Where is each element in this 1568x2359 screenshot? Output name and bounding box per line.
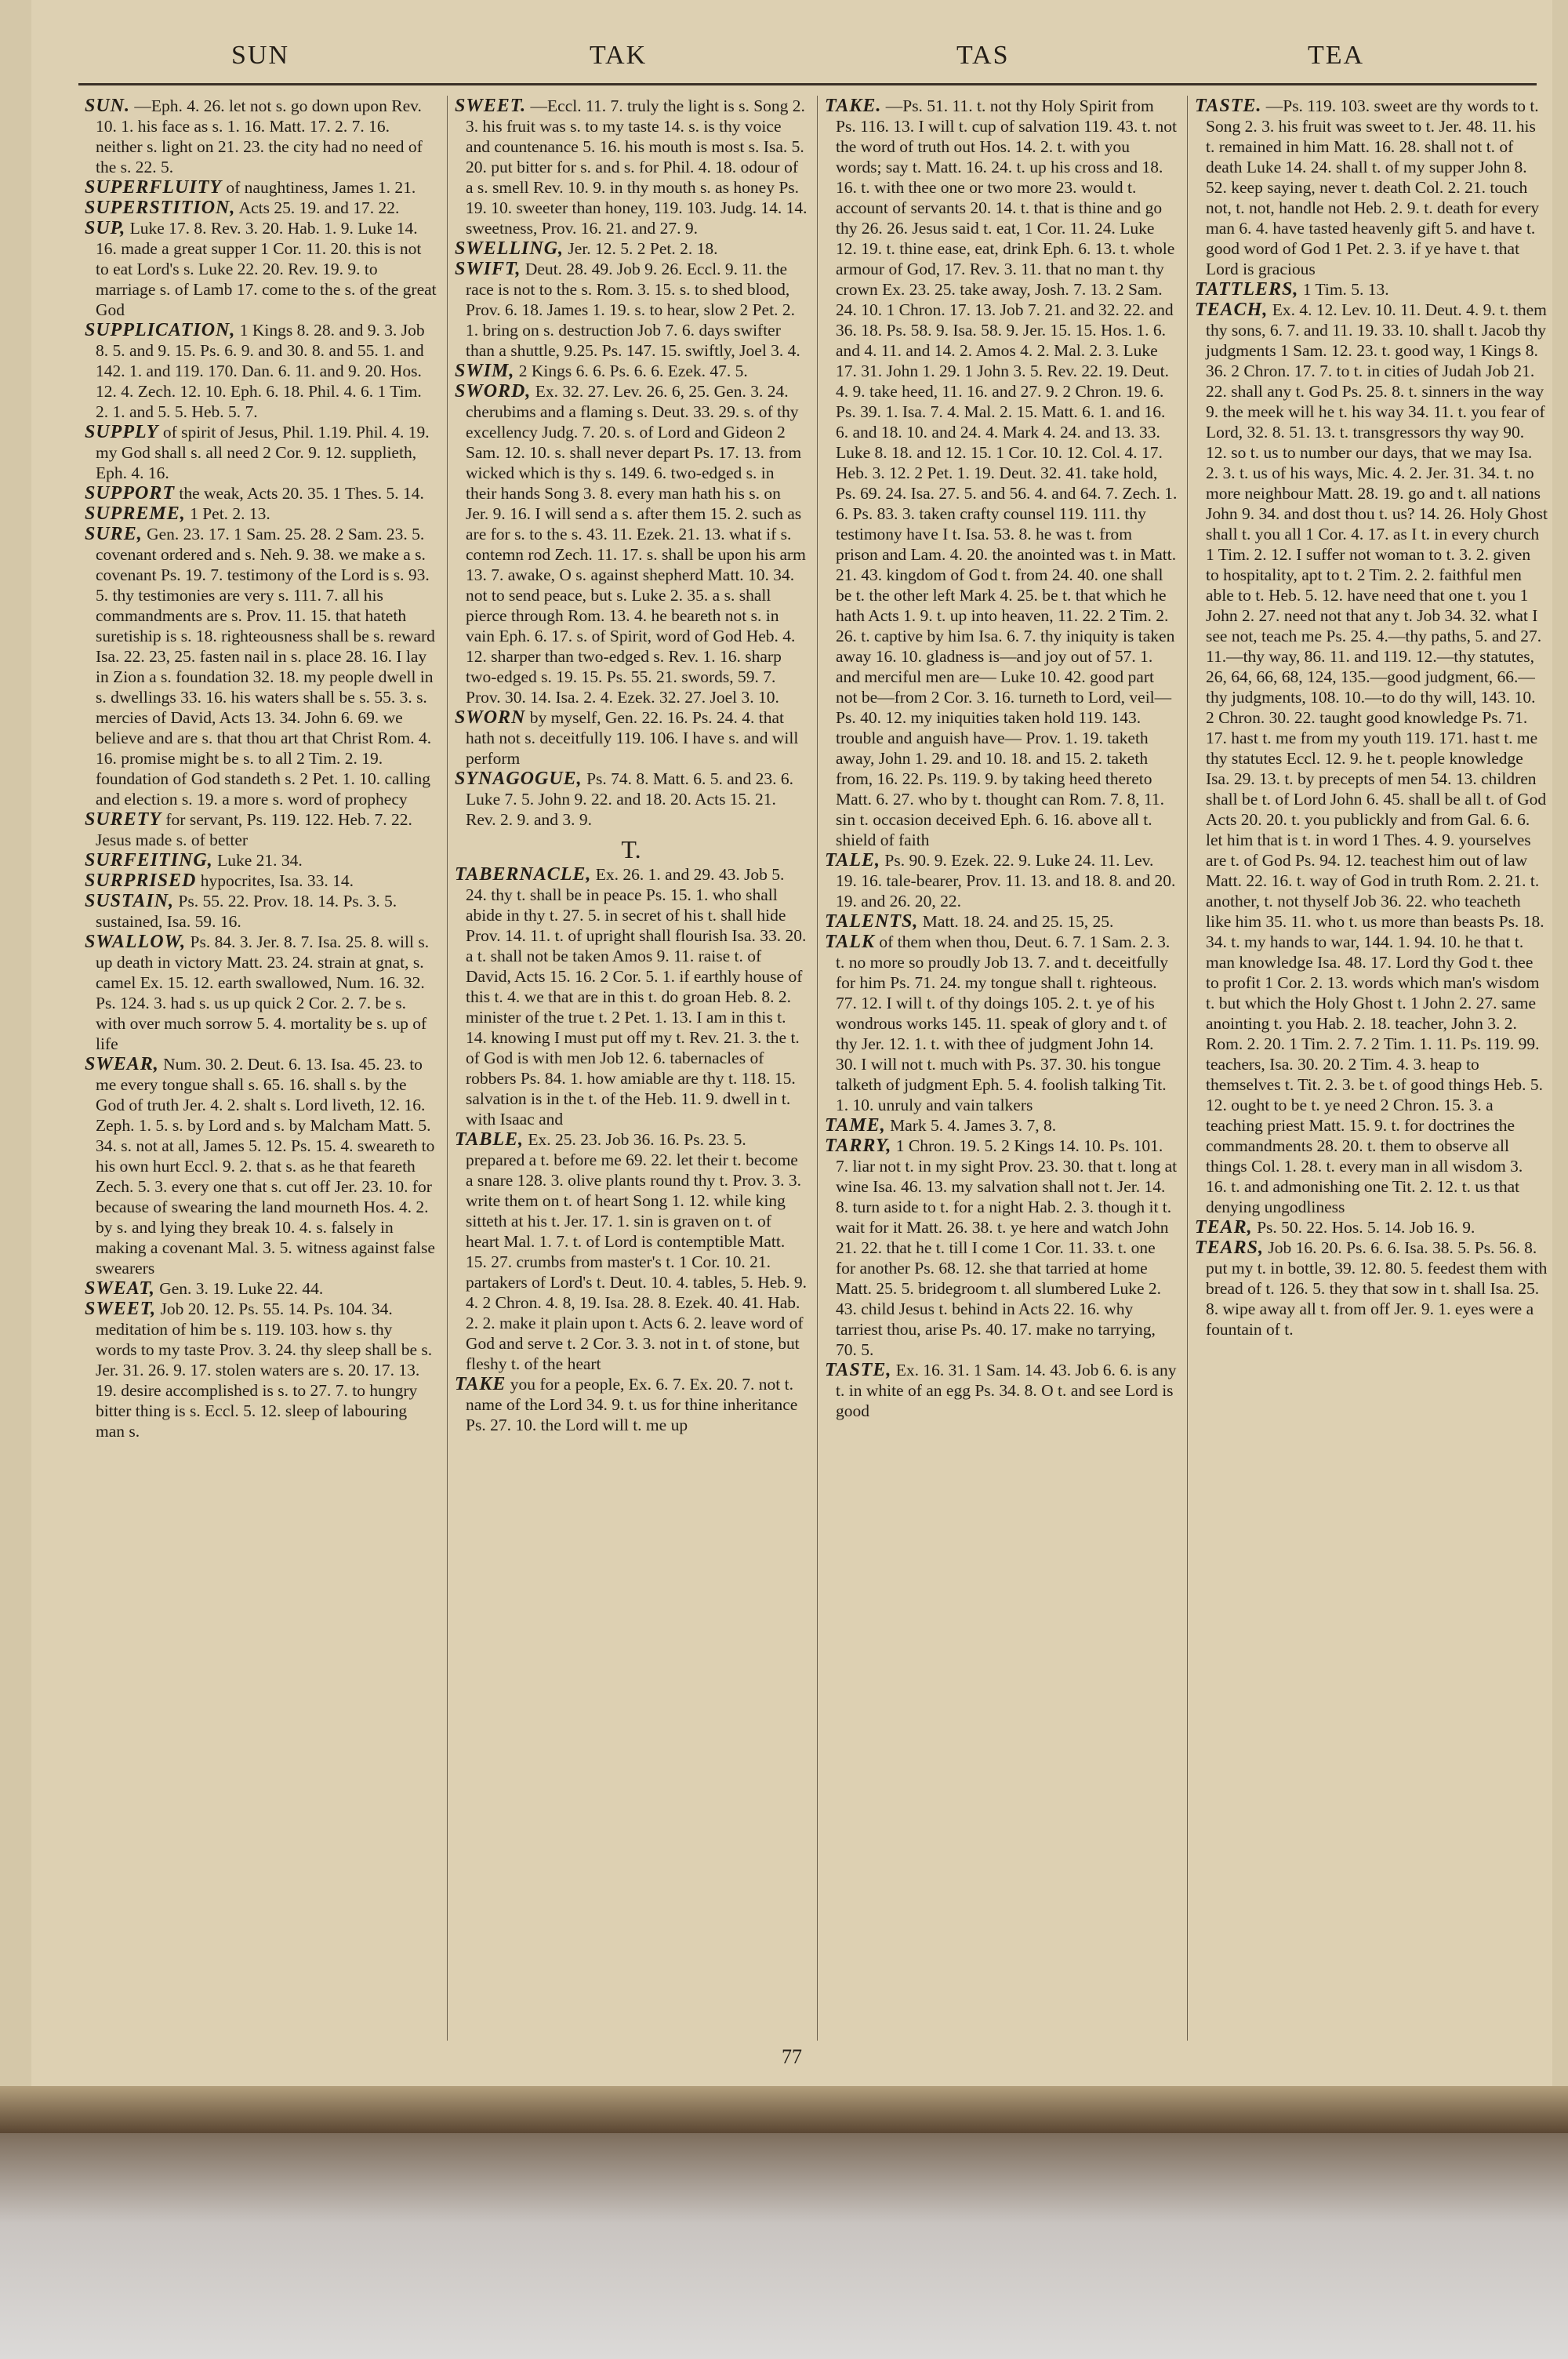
- header-rule: [78, 83, 1537, 85]
- concordance-entry: [85, 1054, 437, 1278]
- entry-references: Jer. 12. 5. 2 Pet. 2. 18.: [564, 239, 718, 258]
- concordance-entry: [455, 361, 808, 381]
- entry-references: —Ps. 51. 11. t. not thy Holy Spirit from Ps. 116. 13. I will t. cup of salvation 119. 43. t. not the word of truth out Hos. 14. 2. t. with you words; say t. Matt. 16. 24. t. up his cross and 18. 16. t. with thee one or two more 23. would t. account of servants 20. 14. t. that is thine and go thy 26. 26. Jesus said t. eat, 1 Cor. 11. 24. Luke 12. 19. t. thine ease, eat, drink Eph. 6. 13. t. whole armour of God, 17. Rev. 3. 11. that no man t. thy crown Ex. 23. 25. take away, Josh. 7. 13. 2 Sam. 24. 10. 1 Chron. 17. 13. Job 7. 21. and 32. 22. and 36. 18. Ps. 58. 9. Isa. 58. 9. Jer. 15. 15. Hos. 1. 6. and 4. 11. and 14. 2. Amos 4. 2. Mal. 2. 3. Luke 17. 31. John 1. 29. 1 John 3. 5. Rev. 22. 19. Deut. 4. 9. take heed, 11. 16. and 27. 9. 2 Chron. 19. 6. Ps. 39. 1. Isa. 7. 4. Mal. 2. 15. Matt. 6. 1. and 16. 6. and 18. 10. and 24. 4. Mark 4. 24. and 13. 33. Luke 8. 18. and 12. 15. 1 Cor. 10. 12. Col. 4. 17. Heb. 3. 12. 2 Pet. 1. 19. Deut. 32. 41. take hold, Ps. 69. 24. Isa. 27. 5. and 56. 4. and 64. 7. Zech. 1. 6. Ps. 83. 3. taken crafty counsel 119. 111. thy testimony have I t. Isa. 53. 8. he was t. from prison and Lam. 4. 20. the anointed was t. in Matt. 21. 43. kingdom of God t. from 24. 40. one shall be t. the other left Mark 4. 25. be t. that which he hath Acts 1. 9. t. up into heaven, 11. 22. 2 Tim. 2. 26. t. captive by him Isa. 6. 7. thy iniquity is taken away 16. 10. gladness is—and joy out of 57. 1. and merciful men are— Luke 10. 42. good part not be—from 2 Cor. 3. 16. turneth to Lord, veil— Ps. 40. 12. my iniquities taken hold 119. 143. trouble and anguish have— Prov. 1. 19. taketh away, John 1. 29. and 10. 18. and 15. 2. taketh from, 16. 22. Ps. 119. 9. by taking heed thereto Matt. 6. 27. who by t. thought can Rom. 7. 8, 11. sin t. occasion deceived Eph. 6. 16. above all t. shield of faith: [836, 96, 1178, 849]
- concordance-entry: [825, 1115, 1178, 1136]
- entry-references: Luke 21. 34.: [212, 851, 303, 870]
- headword: SURE,: [85, 524, 143, 544]
- running-head-tas: TAS: [956, 41, 1010, 70]
- entry-references: Gen. 23. 17. 1 Sam. 25. 28. 2 Sam. 23. 5. covenant ordered and s. Neh. 9. 38. we make a s. covenant Ps. 19. 7. testimony of the Lord is s. 93. 5. thy testimonies are very s. 111. 7. all his commandments are s. Prov. 11. 15. that hateth suretiship is s. 18. righteousness shall be s. reward Isa. 22. 23, 25. fasten nail in s. place 28. 16. I lay in Zion a s. foundation 32. 18. my people dwell in s. dwellings 33. 16. his waters shall be s. 55. 3. s. mercies of David, Acts 13. 34. John 6. 69. we believe and are s. that thou art that Christ Rom. 4. 16. promise might be s. to all 2 Tim. 2. 19. foundation of God standeth s. 2 Pet. 1. 10. calling and election s. 19. a more s. word of prophecy: [96, 525, 435, 809]
- headword: SWEAT,: [85, 1278, 155, 1299]
- entry-references: Ps. 90. 9. Ezek. 22. 9. Luke 24. 11. Lev. 19. 16. tale-bearer, Prov. 11. 13. and 18. 8. and 20. 19. and 26. 20, 22.: [836, 851, 1176, 911]
- concordance-entry: [85, 1299, 437, 1441]
- concordance-entry: [455, 769, 808, 830]
- entry-references: Ps. 50. 22. Hos. 5. 14. Job 16. 9.: [1252, 1218, 1475, 1237]
- entry-references: Deut. 28. 49. Job 9. 26. Eccl. 9. 11. the race is not to the s. Rom. 3. 15. s. to shed blood, Prov. 6. 18. James 1. 19. s. to hear, slow 2 Pet. 2. 1. bring on s. destruction Job 7. 6. days swifter than a shuttle, 9.25. Ps. 147. 15. swiftly, Joel 3. 4.: [466, 260, 800, 360]
- entry-references: 1 Tim. 5. 13.: [1298, 280, 1389, 299]
- headword: SYNAGOGUE,: [455, 769, 583, 789]
- concordance-entry: [825, 96, 1178, 850]
- headword: TALE,: [825, 850, 881, 871]
- entry-references: —Ps. 119. 103. sweet are thy words to t. Song 2. 3. his fruit was sweet to t. Jer. 48. 11. his t. remained in him Matt. 16. 28. shall not t. of death Luke 14. 24. shall t. of my supper John 8. 52. keep saying, never t. death Col. 2. 21. touch not, t. not, handle not Heb. 2. 9. t. death for every man 6. 4. have tasted heavenly gift 5. and have t. good word of God 1 Pet. 2. 3. if ye have t. that Lord is gracious: [1206, 96, 1540, 278]
- entry-references: Ex. 16. 31. 1 Sam. 14. 43. Job 6. 6. is any t. in white of an egg Ps. 34. 8. O t. and see Lord is good: [836, 1361, 1177, 1420]
- entry-references: Job 20. 12. Ps. 55. 14. Ps. 104. 34. meditation of him be s. 119. 103. how s. thy words to my taste Prov. 3. 24. thy sleep shall be s. Jer. 31. 26. 9. 17. stolen waters are s. 20. 17. 13. 19. desire accomplished is s. to 27. 7. to hungry bitter thing is s. Eccl. 5. 12. sleep of labouring man s.: [96, 1299, 433, 1441]
- entry-references: Num. 30. 2. Deut. 6. 13. Isa. 45. 23. to me every tongue shall s. 65. 16. shall s. by the God of truth Jer. 4. 2. shalt s. Lord liveth, 12. 16. Zeph. 1. 5. s. by Lord and s. by Malcham Matt. 5. 34. s. not at all, James 5. 12. Ps. 15. 4. sweareth to his own hurt Eccl. 9. 2. that s. as he that feareth Zech. 5. 3. every one that s. cut off Jer. 23. 10. for because of swearing the land mourneth Hos. 4. 2. by s. and lying they break 10. 4. s. falsely in making a covenant Mal. 3. 5. witness against false swearers: [96, 1055, 435, 1278]
- section-letter: T.: [621, 835, 641, 863]
- entry-references: of naughtiness, James 1. 21.: [222, 178, 416, 197]
- concordance-entry: [455, 864, 808, 1129]
- entry-references: Ps. 74. 8. Matt. 6. 5. and 23. 6. Luke 7. 5. John 9. 22. and 18. 20. Acts 15. 21. Rev. 2. 9. and 3. 9.: [466, 769, 794, 829]
- entry-references: Ex. 4. 12. Lev. 10. 11. Deut. 4. 9. t. them thy sons, 6. 7. and 11. 19. 33. 10. shall t. Jacob thy judgments 1 Sam. 12. 23. t. good way, 1 Kings 8. 36. 2 Chron. 17. 7. to t. in cities of Judah Job 21. 22. shall any t. God Ps. 25. 8. t. sinners in the way 9. the meek will he t. his way 34. 11. t. you fear of Lord, 32. 8. 51. 13. t. transgressors thy way 90. 12. so t. us to number our days, that we may Isa. 2. 3. t. us of his ways, Mic. 4. 2. Jer. 31. 34. t. no more neighbour Matt. 28. 19. go and t. all nations John 9. 34. and dost thou t. us? 14. 26. Holy Ghost shall t. you all 1 Cor. 4. 17. as I t. in every church 1 Tim. 2. 12. I suffer not woman to t. 3. 2. given to hospitality, apt to t. 2 Tim. 2. 2. faithful men able to t. Heb. 5. 12. have need that one t. you 1 John 2. 27. need not that any t. Job 34. 32. what I see not, teach me Ps. 25. 4.—thy paths, 5. and 27. 11.—thy way, 86. 11. and 119. 12.—thy statutes, 26, 64, 66, 68, 124, 135.—good judgment, 66.—thy judgments, 108. 10.—to do thy will, 143. 10. 2 Chron. 30. 22. taught good knowledge Ps. 71. 17. hast t. me from my youth 119. 171. hast t. me thy statutes Eccl. 12. 9. he t. people knowledge Isa. 29. 13. t. by precepts of men 54. 13. children shall be t. of Lord John 6. 45. shall be all t. of God Acts 20. 20. t. you publickly and from Gal. 6. 6. let him that is t. in word 1 Thes. 4. 9. yourselves are t. of God Ps. 94. 12. teachest him out of law Matt. 22. 16. t. way of God in truth Rom. 2. 21. t. another, t. not thyself Job 36. 22. who teacheth like him 35. 11. who t. us more than beasts Ps. 18. 34. t. my hands to war, 144. 1. 94. 10. he that t. man knowledge Isa. 48. 17. Lord thy God t. thee to profit 1 Cor. 2. 13. words which man's wisdom t. but which the Holy Ghost t. 1 John 2. 27. same anointing t. you Hab. 2. 18. teacher, John 3. 2. Rom. 2. 20. 1 Tim. 2. 7. 2 Tim. 1. 11. Ps. 119. 99. teachers, Isa. 30. 20. 2 Tim. 4. 3. heap to themselves t. Tit. 2. 3. be t. of good things Heb. 5. 12. ought to be t. ye need 2 Chron. 15. 3. a teaching priest Matt. 15. 9. t. for doctrines the commandments 28. 20. t. them to observe all things Col. 1. 28. t. every man in all wisdom 3. 16. t. and admonishing one Tit. 2. 12. t. us that denying ungodliness: [1206, 300, 1548, 1216]
- headword: SUPERSTITION,: [85, 198, 236, 218]
- headword: SURETY: [85, 809, 162, 830]
- concordance-entry: [1195, 1238, 1548, 1339]
- headword: TABERNACLE,: [455, 864, 592, 885]
- headword: TALK: [825, 932, 876, 952]
- concordance-entry: [455, 1129, 808, 1374]
- concordance-entry: [85, 932, 437, 1054]
- dictionary-page: [31, 0, 1552, 2086]
- headword: SWELLING,: [455, 238, 564, 259]
- headword: SWORN: [455, 707, 526, 728]
- concordance-entry: [85, 503, 437, 524]
- headword: TEARS,: [1195, 1238, 1265, 1258]
- concordance-entry: [85, 850, 437, 871]
- headword: TAME,: [825, 1115, 886, 1136]
- entry-references: hypocrites, Isa. 33. 14.: [196, 871, 354, 890]
- page-number: 77: [782, 2045, 802, 2068]
- concordance-entry: [85, 1278, 437, 1299]
- entry-references: Ex. 26. 1. and 29. 43. Job 5. 24. thy t. shall be in peace Ps. 15. 1. who shall abide in thy t. 27. 5. in secret of his t. shall hide Prov. 14. 11. t. of upright shall flourish Isa. 33. 20. a t. shall not be taken Amos 9. 11. raise t. of David, Acts 15. 16. 2 Cor. 5. 1. if earthly house of this t. 4. we that are in this t. do groan Heb. 8. 2. minister of the true t. 2 Pet. 1. 13. I am in this t. 14. knowing I must put off my t. Rev. 21. 3. the t. of God is with men Job 12. 6. tabernacles of robbers Ps. 84. 1. how amiable are thy t. 118. 15. salvation is in the t. of the Heb. 11. 9. dwell in t. with Isaac and: [466, 865, 807, 1129]
- entry-references: Ps. 55. 22. Prov. 18. 14. Ps. 3. 5. sustained, Isa. 59. 16.: [96, 892, 397, 931]
- entry-references: 1 Pet. 2. 13.: [185, 504, 270, 523]
- concordance-entry: [1195, 96, 1548, 279]
- concordance-columns: [85, 96, 1548, 2041]
- column-4: [1195, 96, 1548, 2041]
- concordance-entry: [1195, 300, 1548, 1217]
- entry-references: —Eph. 4. 26. let not s. go down upon Rev. 10. 1. his face as s. 1. 16. Matt. 17. 2. 7. 16. neither s. light on 21. 23. the city had no need of the s. 22. 5.: [96, 96, 423, 176]
- concordance-entry: [1195, 1217, 1548, 1238]
- entry-references: by myself, Gen. 22. 16. Ps. 24. 4. that hath not s. deceitfully 119. 106. I have s. and will perform: [466, 708, 799, 768]
- headword: SUPERFLUITY: [85, 177, 223, 198]
- headword: SUP,: [85, 218, 126, 238]
- column-1: [85, 96, 437, 2041]
- headword: SURFEITING,: [85, 850, 213, 871]
- concordance-entry: [455, 238, 808, 259]
- headword: TEAR,: [1195, 1217, 1253, 1238]
- entry-references: Acts 25. 19. and 17. 22.: [235, 198, 400, 217]
- headword: TABLE,: [455, 1129, 524, 1150]
- headword: SWALLOW,: [85, 932, 187, 952]
- concordance-entry: [825, 911, 1178, 932]
- column-divider: [447, 96, 448, 2041]
- headword: SURPRISED: [85, 871, 197, 891]
- entry-references: for servant, Ps. 119. 122. Heb. 7. 22. Jesus made s. of better: [96, 810, 412, 849]
- concordance-entry: [85, 809, 437, 850]
- headword: SWEET.: [455, 96, 527, 116]
- running-head-tak: TAK: [590, 41, 648, 70]
- entry-references: Luke 17. 8. Rev. 3. 20. Hab. 1. 9. Luke 14. 16. made a great supper 1 Cor. 11. 20. this is not to eat Lord's s. Luke 22. 20. Rev. 19. 9. to marriage s. of Lamb 17. come to the s. of the great God: [96, 219, 437, 319]
- headword: SWIFT,: [455, 259, 521, 279]
- concordance-entry: [85, 218, 437, 320]
- concordance-entry: [85, 422, 437, 483]
- headword: SWORD,: [455, 381, 532, 402]
- headword: TEACH,: [1195, 300, 1269, 320]
- column-divider: [1187, 96, 1188, 2041]
- concordance-entry: [825, 850, 1178, 911]
- concordance-entry: [825, 932, 1178, 1115]
- entry-references: Ps. 84. 3. Jer. 8. 7. Isa. 25. 8. will s. up death in victory Matt. 23. 24. strain at gnat, s. camel Ex. 15. 12. earth swallowed, Num. 16. 32. Ps. 124. 3. had s. us up quick 2 Cor. 2. 7. be s. with over much sorrow 5. 4. mortality be s. up of life: [96, 932, 430, 1053]
- entry-references: 1 Chron. 19. 5. 2 Kings 14. 10. Ps. 101. 7. liar not t. in my sight Prov. 23. 30. that t. long at wine Isa. 46. 13. my salvation shall not t. Jer. 14. 8. turn aside to t. for a night Hab. 2. 3. though it t. wait for it Matt. 26. 38. t. ye here and watch John 21. 22. that he t. till I come 1 Cor. 11. 33. t. one for another Ps. 68. 12. she that tarried at home Matt. 25. 5. bridegroom t. all slumbered Luke 2. 43. child Jesus t. behind in Acts 22. 16. why tarriest thou, arise Ps. 40. 17. make no tarrying, 70. 5.: [836, 1136, 1178, 1359]
- concordance-entry: [85, 483, 437, 503]
- concordance-entry: [455, 707, 808, 769]
- running-head-tea: TEA: [1308, 41, 1365, 70]
- headword: SUPPLICATION,: [85, 320, 236, 340]
- concordance-entry: [85, 871, 437, 891]
- headword: SUN.: [85, 96, 131, 116]
- headword: TASTE.: [1195, 96, 1262, 116]
- entry-references: you for a people, Ex. 6. 7. Ex. 20. 7. not t. name of the Lord 34. 9. t. us for thine inheritance Ps. 27. 10. the Lord will t. me up: [466, 1375, 798, 1434]
- concordance-entry: [85, 320, 437, 422]
- concordance-entry: [455, 96, 808, 238]
- headword: TAKE: [455, 1374, 506, 1394]
- entry-references: the weak, Acts 20. 35. 1 Thes. 5. 14.: [175, 484, 424, 503]
- page-edge: [0, 2086, 1568, 2133]
- headword: TALENTS,: [825, 911, 919, 932]
- concordance-entry: [455, 259, 808, 361]
- concordance-entry: [825, 1136, 1178, 1360]
- concordance-entry: [85, 524, 437, 809]
- entry-references: Gen. 3. 19. Luke 22. 44.: [154, 1279, 324, 1298]
- headword: SWEET,: [85, 1299, 157, 1319]
- concordance-entry: [455, 1374, 808, 1435]
- headword: SUPPORT: [85, 483, 175, 503]
- entry-references: —Eccl. 11. 7. truly the light is s. Song 2. 3. his fruit was s. to my taste 14. s. is thy voice and countenance 5. 16. his mouth is most s. Isa. 5. 20. put bitter for s. and s. for Phil. 4. 18. odour of a s. smell Rev. 10. 9. in thy mouth s. as honey Ps. 19. 10. sweeter than honey, 119. 103. Judg. 14. 14. sweetness, Prov. 16. 21. and 27. 9.: [466, 96, 808, 238]
- entry-references: Matt. 18. 24. and 25. 15, 25.: [918, 912, 1114, 931]
- headword: SWIM,: [455, 361, 515, 381]
- headword: TAKE.: [825, 96, 882, 116]
- column-2: [455, 96, 808, 2041]
- concordance-entry: [85, 198, 437, 218]
- concordance-entry: [85, 96, 437, 177]
- headword: SUPREME,: [85, 503, 186, 524]
- running-head-sun: SUN: [231, 41, 290, 70]
- background-surface: [0, 2133, 1568, 2359]
- entry-references: Mark 5. 4. James 3. 7, 8.: [885, 1116, 1057, 1135]
- headword: SUSTAIN,: [85, 891, 175, 911]
- headword: SWEAR,: [85, 1054, 159, 1074]
- concordance-entry: [85, 177, 437, 198]
- concordance-entry: [825, 1360, 1178, 1421]
- entry-references: Job 16. 20. Ps. 6. 6. Isa. 38. 5. Ps. 56. 8. put my t. in bottle, 39. 12. 80. 5. feedest them with bread of t. 126. 5. they that sow in t. shall Isa. 25. 8. wipe away all t. from off Jer. 9. 1. eyes were a fountain of t.: [1206, 1238, 1548, 1339]
- headword: TATTLERS,: [1195, 279, 1299, 300]
- headword: TASTE,: [825, 1360, 892, 1380]
- entry-references: Ex. 25. 23. Job 36. 16. Ps. 23. 5. prepared a t. before me 69. 22. let their t. become a snare 128. 3. olive plants round thy t. Prov. 3. 3. write them on t. of heart Song 1. 12. while king sitteth at his t. Jer. 17. 1. sin is graven on t. of heart Mal. 1. 7. t. of Lord is contemptible Matt. 15. 27. crumbs from master's t. 1 Cor. 10. 21. partakers of Lord's t. Deut. 10. 4. tables, 5. Heb. 9. 4. 2 Chron. 4. 8, 19. Isa. 28. 8. Ezek. 40. 41. Hab. 2. 2. make it plain upon t. Acts 6. 2. leave word of God and serve t. 2 Cor. 3. 3. not in t. of stone, but fleshy t. of the heart: [466, 1130, 807, 1373]
- headword: SUPPLY: [85, 422, 159, 442]
- column-divider: [817, 96, 818, 2041]
- concordance-entry: [455, 381, 808, 707]
- entry-references: of spirit of Jesus, Phil. 1.19. Phil. 4. 19. my God shall s. all need 2 Cor. 9. 12. supplieth, Eph. 4. 16.: [96, 423, 430, 482]
- running-head: [31, 41, 1552, 80]
- entry-references: Ex. 32. 27. Lev. 26. 6, 25. Gen. 3. 24. cherubims and a flaming s. Deut. 33. 29. s. of thy excellency Judg. 7. 20. s. of Lord and Gideon 2 Sam. 12. 10. s. shall never depart Ps. 17. 13. from wicked which is thy s. 149. 6. two-edged s. in their hands Song 3. 8. every man hath his s. on Jer. 9. 16. I will send a s. after them 15. 2. such as are for s. to the s. 43. 11. Ezek. 21. 13. what if s. contemn rod Zech. 11. 17. s. shall be upon his arm 13. 7. awake, O s. against shepherd Matt. 10. 34. not to send peace, but s. Luke 2. 35. a s. shall pierce through Rom. 13. 4. he beareth not s. in vain Eph. 6. 17. s. of Spirit, word of God Heb. 4. 12. sharper than two-edged s. Rev. 1. 16. sharp two-edged s. 19. 15. Ps. 55. 21. swords, 59. 7. Prov. 30. 14. Isa. 2. 4. Ezek. 32. 27. Joel 3. 10.: [466, 382, 806, 707]
- entry-references: of them when thou, Deut. 6. 7. 1 Sam. 2. 3. t. no more so proudly Job 13. 7. and t. deceitfully for him Ps. 71. 24. my tongue shall t. righteous. 77. 12. I will t. of thy doings 105. 2. t. ye of his wondrous works 145. 11. speak of glory and t. of thy Jer. 12. 1. t. with thee of judgment John 14. 30. I will not t. much with Ps. 37. 30. his tongue talketh of judgment Eph. 5. 4. foolish talking Tit. 1. 10. unruly and vain talkers: [836, 932, 1171, 1114]
- concordance-entry: [85, 891, 437, 932]
- column-3: [825, 96, 1178, 2041]
- headword: TARRY,: [825, 1136, 892, 1156]
- concordance-entry: [1195, 279, 1548, 300]
- entry-references: 1 Kings 8. 28. and 9. 3. Job 8. 5. and 9. 15. Ps. 6. 9. and 30. 8. and 55. 1. and 142. 1. and 119. 170. Dan. 6. 11. and 9. 20. Hos. 12. 4. Zech. 12. 10. Eph. 6. 18. Phil. 4. 6. 1 Tim. 2. 1. and 5. 5. Heb. 5. 7.: [96, 321, 425, 421]
- entry-references: 2 Kings 6. 6. Ps. 6. 6. Ezek. 47. 5.: [514, 362, 748, 380]
